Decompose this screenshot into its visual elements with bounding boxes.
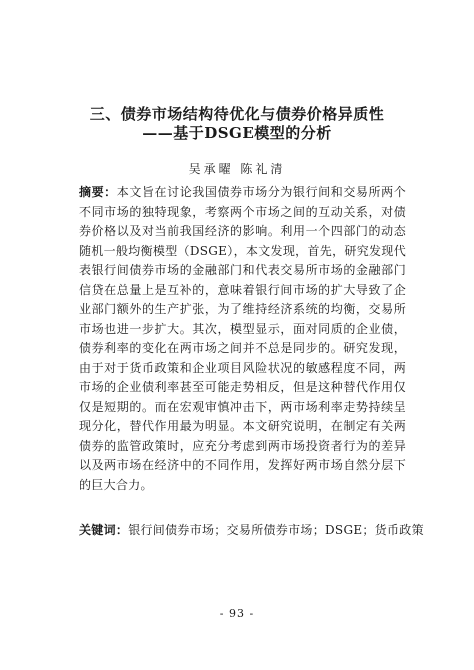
page-number: - 93 - <box>219 607 255 620</box>
keywords <box>79 521 424 538</box>
paper-subtitle: ——基于DSGE模型的分析 <box>142 124 332 142</box>
abstract <box>79 183 406 495</box>
abstract-text: 本文旨在讨论我国债券市场分为银行间和交易所两个不同市场的独特现象，考察两个市场之间的互动关系，对债券价格以及对当前我国经济的影响。利用一个四部门的动态随机一般均衡模型（DSGE），本文发现，首先，研究发现代表银行间债券市场的金融部门和代表交易所市场的金融部门信贷在总量上是互补的，意味着银行间市场的扩大导致了企业部门额外的生产扩张，为了维持经济系统的均衡，交易所市场也进一步扩大。其次，模型显示，面对同质的企业债，债券利率的变化在两市场之间并不总是同步的。研究发现，由于对于货币政策和企业项目风险状况的敏感程度不同，两市场的企业债利率甚至可能走势相反，但是这种替代作用仅仅是短期的。而在宏观审慎冲击下，两市场利率走势持续呈现分化，替代作用最为明显。本文研究说明，在制定有关两债券的监管政策时，应充分考虑到两市场投资者行为的差异以及两市场在经济中的不同作用，发挥好两市场自然分层下的巨大合力。 <box>79 185 406 492</box>
keywords-text: 银行间债券市场；交易所债券市场；DSGE；货币政策 <box>128 523 424 537</box>
paper-title: 三、债券市场结构待优化与债券价格异质性 <box>89 105 385 123</box>
abstract-label: 摘要： <box>79 185 117 199</box>
keywords-label: 关键词： <box>79 523 129 537</box>
authors: 吴承曜 陈礼清 <box>188 162 286 176</box>
